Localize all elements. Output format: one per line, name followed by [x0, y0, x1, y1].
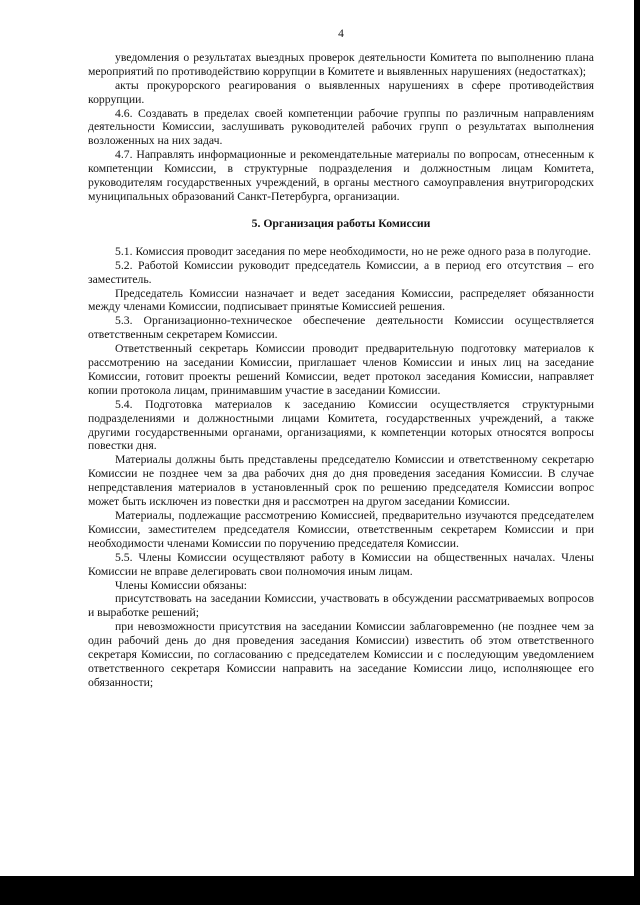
paragraph: 5.4. Подготовка материалов к заседанию Комиссии осуществляется структурными подразделениями и должностными лицами Комитета, государственных учреждений, а также другими государственными органами, организациями, к компетенции которых относятся вопросы повестки дня. [88, 397, 594, 453]
scan-edge-bottom [0, 876, 640, 905]
scan-edge-right [634, 0, 640, 905]
paragraph: 5.3. Организационно-техническое обеспечение деятельности Комиссии осуществляется ответственным секретарем Комиссии. [88, 314, 594, 342]
paragraph: акты прокурорского реагирования о выявленных нарушениях в сфере противодействия коррупции. [88, 78, 594, 106]
paragraph: 5.1. Комиссия проводит заседания по мере необходимости, но не реже одного раза в полугодие. [115, 244, 591, 258]
paragraph: Ответственный секретарь Комиссии проводит предварительную подготовку материалов к рассмотрению на заседании Комиссии, приглашает членов Комиссии и иных лиц на заседание Комиссии, готовит проекты решений Комиссии, ведет протокол заседания Комиссии, направляет копии протокола лицам, принимавшим участие в заседании Комиссии. [88, 342, 594, 397]
paragraph: 4.7. Направлять информационные и рекомендательные материалы по вопросам, отнесенным к компетенции Комиссии, в структурные подразделения и должностным лицам Комитета, руководителям государственных учреждений, в органы местного самоуправления внутригородских муниципальных образований Санкт-Петербурга, организации. [88, 148, 594, 203]
paragraph: присутствовать на заседании Комиссии, участвовать в обсуждении рассматриваемых вопросов и выработке решений; [88, 592, 594, 620]
paragraph: 4.6. Создавать в пределах своей компетенции рабочие группы по различным направлениям деятельности Комиссии, заслушивать руководителей рабочих групп о результатах выполнения возложенных на них задач. [88, 106, 594, 148]
paragraph: 5.2. Работой Комиссии руководит председатель Комиссии, а в период его отсутствия – его заместитель. [88, 258, 594, 286]
page-number: 4 [338, 28, 344, 40]
paragraph: Материалы, подлежащие рассмотрению Комиссией, предварительно изучаются председателем Комиссии, заместителем председателя Комиссии, ответственным секретарем Комиссии и при необходимости членами Комиссии по поручению председателя Комиссии. [88, 509, 594, 550]
paragraph: Материалы должны быть представлены председателю Комиссии и ответственному секретарю Комиссии не позднее чем за два рабочих дня до дня проведения заседания Комиссии. В случае непредставления материалов в установленный срок по решению председателя Комиссии вопрос может быть исключен из повестки дня и рассмотрен на другом заседании Комиссии. [88, 453, 594, 509]
section-heading: 5. Организация работы Комиссии [251, 216, 431, 230]
paragraph: уведомления о результатах выездных проверок деятельности Комитета по выполнению плана мероприятий по противодействию коррупции в Комитете и выявленных нарушениях (недостатках); [88, 50, 594, 78]
document-body [88, 28, 594, 690]
paragraph: Председатель Комиссии назначает и ведет заседания Комиссии, распределяет обязанности между членами Комиссии, подписывает принятые Комиссией решения. [88, 286, 594, 314]
paragraph: Члены Комиссии обязаны: [115, 578, 247, 592]
paragraph: 5.5. Члены Комиссии осуществляют работу в Комиссии на общественных началах. Члены Комиссии не вправе делегировать свои полномочия иным лицам. [88, 550, 594, 578]
paragraph: при невозможности присутствия на заседании Комиссии заблаговременно (не позднее чем за один рабочий день до дня проведения заседания Комиссии) известить об этом ответственного секретаря Комиссии, по согласованию с председателем Комиссии и с последующим уведомлением ответственного секретаря Комиссии направить на заседание Комиссии лицо, исполняющее его обязанности; [88, 620, 594, 689]
